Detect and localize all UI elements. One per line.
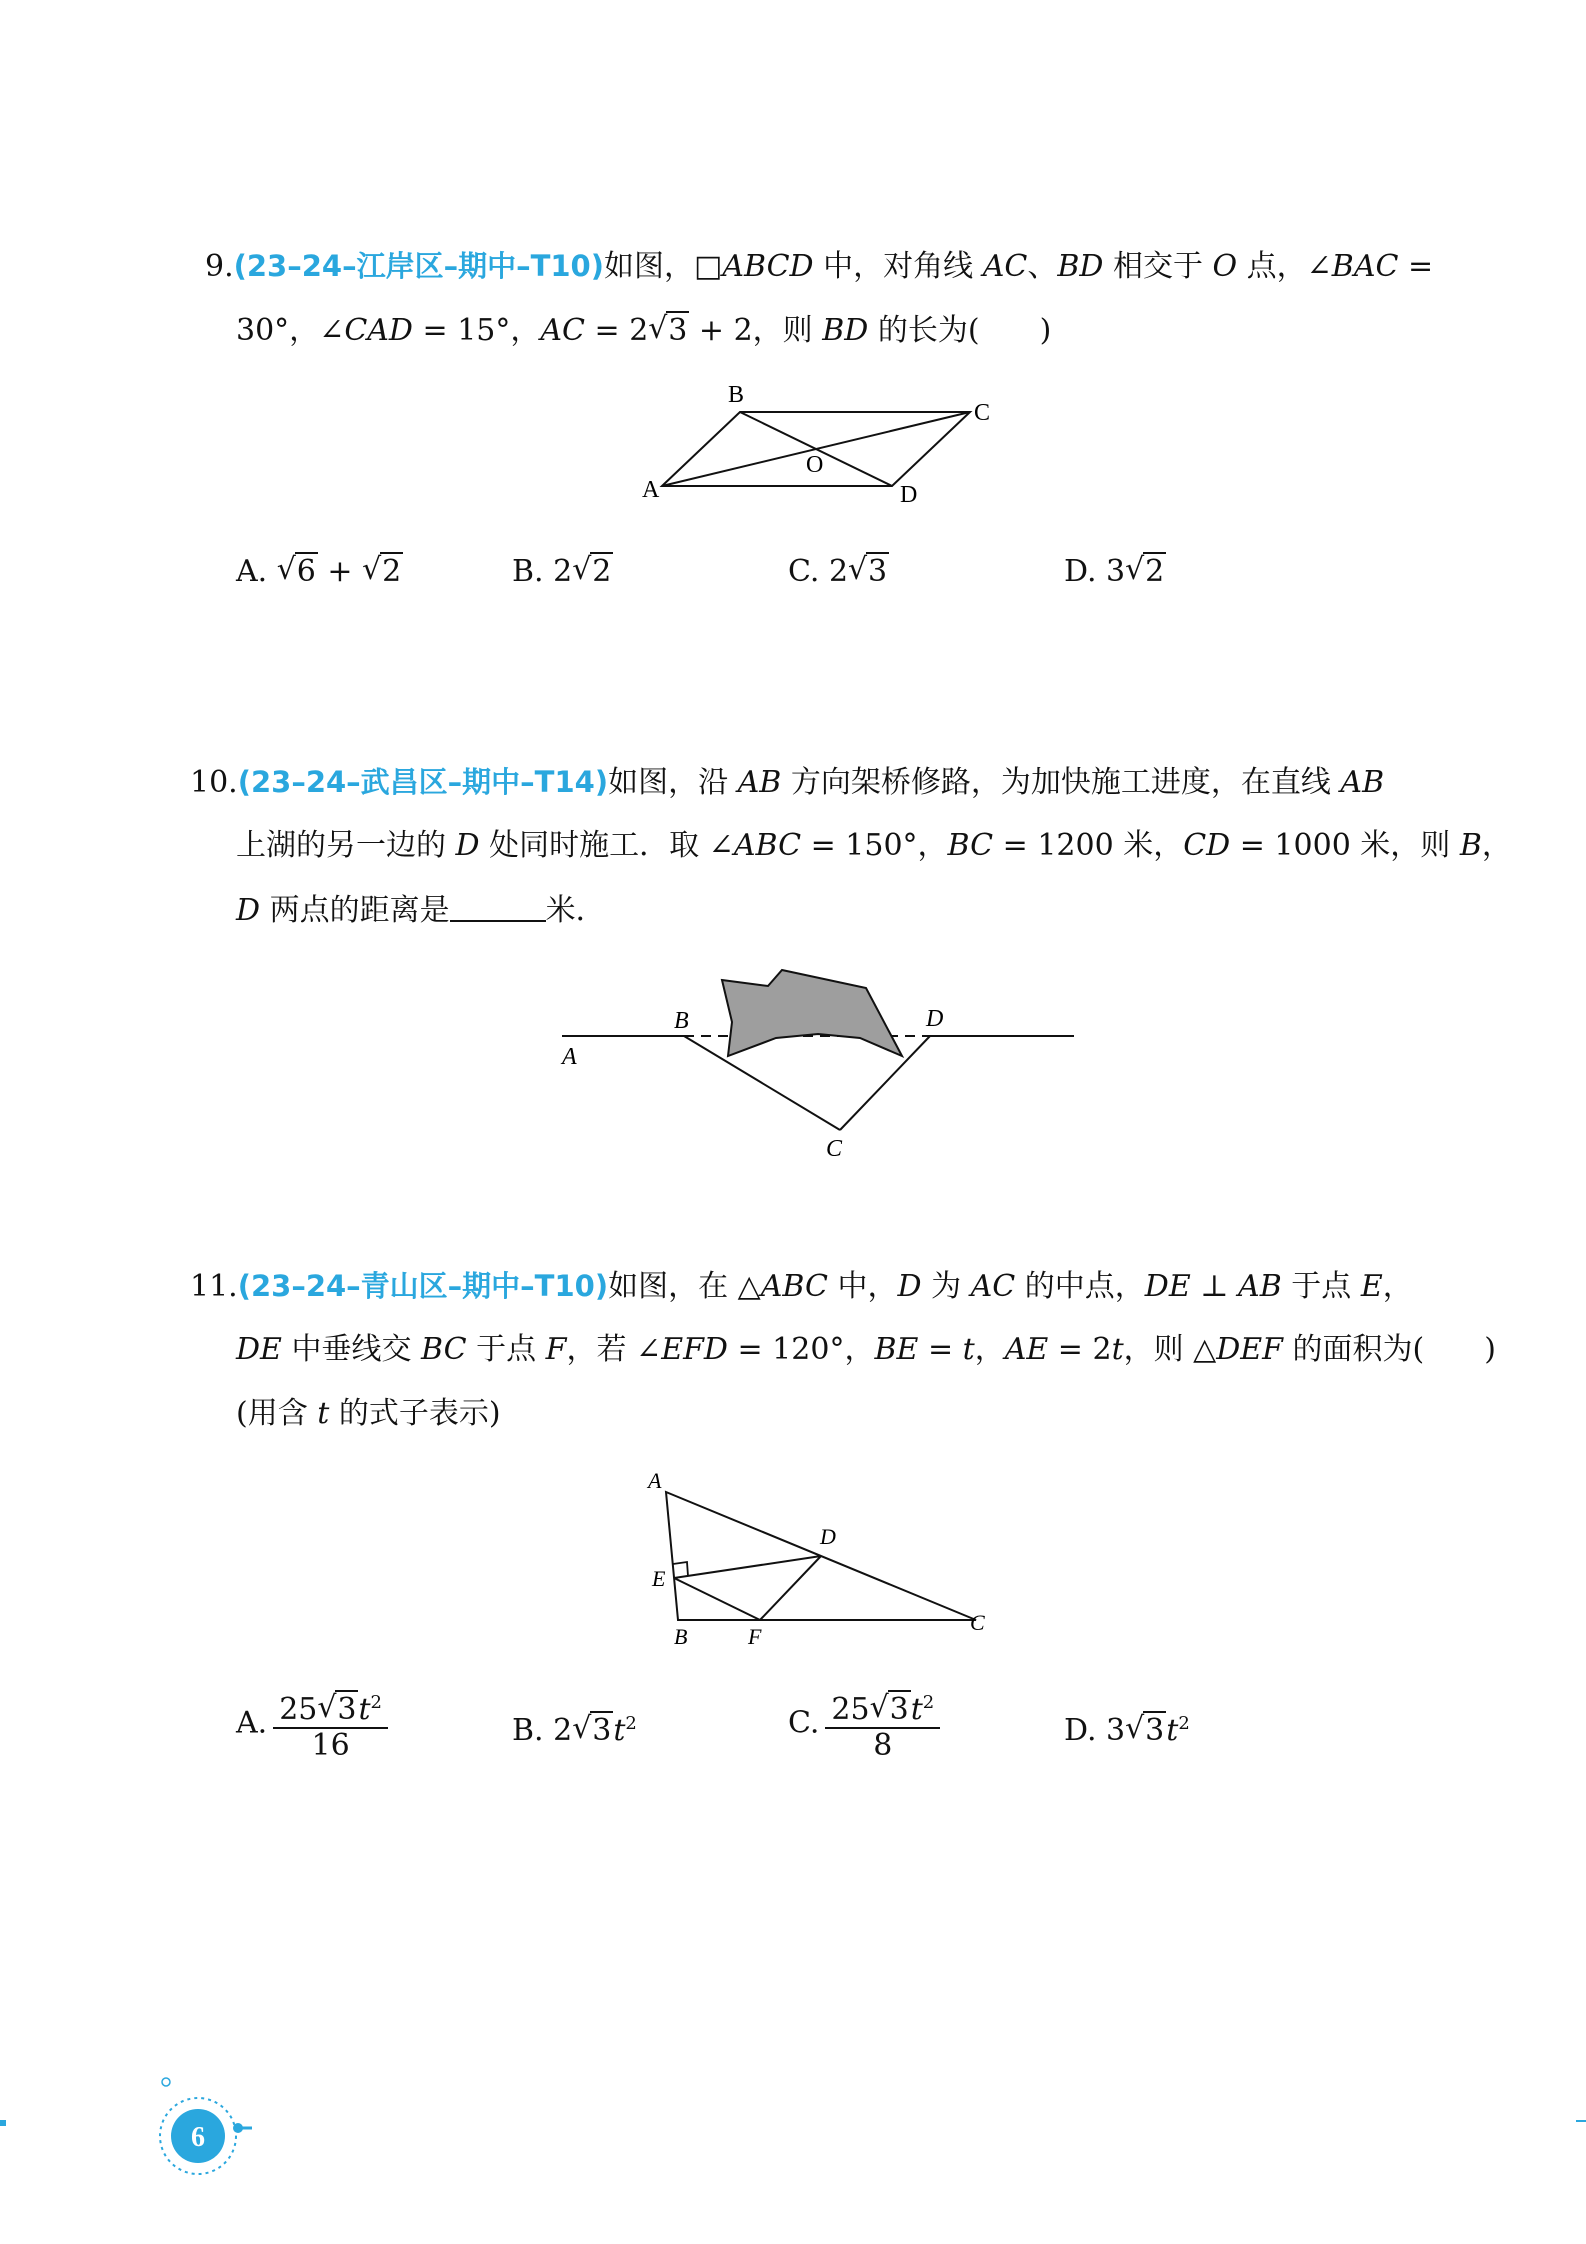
q11-var: AE xyxy=(1004,1332,1049,1367)
q10-label-a: A xyxy=(562,1044,577,1070)
q11-text: 为 xyxy=(921,1269,971,1304)
q10-line-3 xyxy=(236,890,606,931)
q9-option-d-sqrt xyxy=(1125,552,1166,592)
q10-text: = 1200 米， xyxy=(993,828,1184,863)
fraction-numerator xyxy=(273,1686,388,1729)
q11-text: ⊥ xyxy=(1190,1269,1239,1304)
option-label: C. xyxy=(788,1705,820,1741)
q11-text: = 120°， xyxy=(727,1332,875,1367)
q11-label-b: B xyxy=(674,1624,688,1649)
page-number: 6 xyxy=(191,2122,205,2153)
q10-var: AB xyxy=(1340,765,1385,800)
q11-text: ， xyxy=(974,1332,1005,1367)
q11-var: E xyxy=(1360,1269,1383,1304)
q11-text: 中， xyxy=(827,1269,898,1304)
q11-label-c: C xyxy=(970,1610,985,1635)
q9-option-a-sqrt1 xyxy=(277,552,318,592)
answer-blank[interactable] xyxy=(450,890,546,922)
q10-text: 两点的距离是 xyxy=(260,893,450,928)
q9-text: = 15°， xyxy=(412,313,541,348)
q9-option-a-sqrt2 xyxy=(362,552,403,592)
exponent: 2 xyxy=(922,1692,935,1713)
q9-text: 的长为( ) xyxy=(868,313,1052,348)
q9-option-c-sqrt xyxy=(848,552,889,592)
q11-var: BC xyxy=(421,1332,467,1367)
q9-line-1 xyxy=(205,246,1433,287)
q11-label-e: E xyxy=(652,1566,666,1591)
q11-text: ，若 ∠ xyxy=(566,1332,662,1367)
q11-option-b xyxy=(512,1704,637,1751)
q11-var: DEF xyxy=(1216,1332,1284,1367)
q9-var: CAD xyxy=(344,313,413,348)
q9-label-o: O xyxy=(806,452,824,478)
option-label: A. xyxy=(236,554,268,589)
q11-segment-de xyxy=(674,1556,821,1578)
q11-text: 的中点， xyxy=(1015,1269,1145,1304)
q11-var: t xyxy=(317,1396,330,1431)
q10-source-tag: (23–24–武昌区–期中–T14) xyxy=(237,765,609,799)
q10-var: CD xyxy=(1183,828,1231,863)
q10-var: D xyxy=(236,893,261,928)
q11-line-3 xyxy=(236,1394,501,1434)
exponent: 2 xyxy=(370,1692,382,1713)
q11-text: ，则 △ xyxy=(1123,1332,1217,1367)
q9-var: O xyxy=(1212,249,1238,284)
q9-text: 、 xyxy=(1027,249,1058,284)
q10-label-c: C xyxy=(826,1136,843,1160)
exponent: 2 xyxy=(1178,1713,1190,1734)
q9-text: = xyxy=(1398,249,1434,284)
q11-text: 于点 xyxy=(1281,1269,1361,1304)
exponent: 2 xyxy=(625,1713,637,1734)
q9-var: BD xyxy=(822,313,869,348)
q10-var: AB xyxy=(737,765,782,800)
q10-segment-bc xyxy=(684,1036,840,1130)
badge-small-circle xyxy=(162,2078,170,2086)
q10-var: B xyxy=(1459,828,1482,863)
sqrt-value: 3 xyxy=(1145,1713,1165,1748)
q11-text: = 2 xyxy=(1048,1332,1112,1367)
q9-sqrt xyxy=(648,311,689,351)
q10-var: ABC xyxy=(733,828,802,863)
q11-var: D xyxy=(897,1269,922,1304)
q11-option-d-sqrt xyxy=(1125,1711,1166,1751)
var-t: t xyxy=(358,1692,371,1727)
q10-text: 上湖的另一边的 xyxy=(236,828,456,863)
q10-text: 米． xyxy=(545,893,606,928)
q9-text: = 2 xyxy=(585,313,649,348)
q11-text: 的面积为( ) xyxy=(1283,1332,1496,1367)
q9-label-a: A xyxy=(642,477,660,503)
q10-var: D xyxy=(455,828,480,863)
q9-figure xyxy=(620,380,1020,510)
sqrt-value: 3 xyxy=(868,554,888,589)
q11-var: F xyxy=(545,1332,567,1367)
margin-mark-left xyxy=(0,2120,6,2126)
q9-option-d xyxy=(1064,552,1166,592)
q9-label-c: C xyxy=(974,400,991,426)
q9-source-tag: (23–24–江岸区–期中–T10) xyxy=(233,249,604,283)
q11-text: 于点 xyxy=(466,1332,546,1367)
q11-segment-ef xyxy=(674,1578,760,1620)
sqrt-value: 2 xyxy=(382,554,402,589)
q11-option-a xyxy=(236,1686,388,1763)
margin-mark-right xyxy=(1576,2120,1586,2122)
var-t: t xyxy=(1166,1713,1179,1748)
sqrt-value: 3 xyxy=(592,1713,612,1748)
q11-var: ABC xyxy=(760,1269,828,1304)
q10-lake xyxy=(722,970,902,1056)
q10-number: 10. xyxy=(190,765,238,800)
fraction-denominator: 8 xyxy=(873,1728,893,1763)
q9-option-b-sqrt xyxy=(572,552,613,592)
q11-option-b-sqrt xyxy=(572,1711,613,1751)
q9-label-b: B xyxy=(728,382,745,408)
q11-number: 11. xyxy=(190,1269,238,1304)
numerator-coeff: 25 xyxy=(279,1692,318,1727)
q11-source-tag: (23–24–青山区–期中–T10) xyxy=(237,1269,609,1303)
q10-line-2 xyxy=(236,826,1512,866)
var-t: t xyxy=(910,1692,923,1727)
q11-option-c-fraction xyxy=(825,1686,940,1763)
q11-var: BE xyxy=(874,1332,919,1367)
q11-label-d: D xyxy=(820,1524,836,1549)
q11-var: AC xyxy=(970,1269,1016,1304)
q9-text: + 2，则 xyxy=(689,313,823,348)
q11-text: ， xyxy=(1382,1269,1413,1304)
option-label: D. 3 xyxy=(1064,1713,1126,1748)
numerator-coeff: 25 xyxy=(831,1692,870,1727)
q11-option-c xyxy=(788,1686,940,1763)
q10-text: 如图，沿 xyxy=(608,765,738,800)
q11-label-f: F xyxy=(748,1624,762,1649)
option-label: D. 3 xyxy=(1064,554,1126,589)
q11-line-1 xyxy=(190,1266,1413,1307)
q9-text: 中，对角线 xyxy=(813,249,983,284)
q11-label-a: A xyxy=(648,1468,662,1493)
page-number-badge xyxy=(140,2076,270,2196)
sqrt-value: 2 xyxy=(592,554,612,589)
sqrt-value: 3 xyxy=(337,1692,357,1727)
q9-var: AC xyxy=(982,249,1028,284)
option-label: B. 2 xyxy=(512,554,573,589)
q9-sqrt-value: 3 xyxy=(668,313,688,348)
q10-text: = 150°， xyxy=(801,828,948,863)
q10-text: 处同时施工．取 ∠ xyxy=(479,828,734,863)
q9-option-c xyxy=(788,552,889,592)
q9-parallelogram: □ABCD xyxy=(693,249,814,284)
q11-text: 的式子表示) xyxy=(329,1396,501,1431)
q11-var: DE xyxy=(236,1332,282,1367)
numerator-sqrt xyxy=(317,1693,358,1727)
q10-var: BC xyxy=(947,828,994,863)
q11-var: EFD xyxy=(661,1332,728,1367)
q11-var: DE xyxy=(1144,1269,1191,1304)
fraction-numerator xyxy=(825,1686,940,1729)
sqrt-value: 3 xyxy=(889,1692,909,1727)
q9-option-a xyxy=(236,552,403,592)
q9-text: 30°，∠ xyxy=(236,313,345,348)
q10-label-d: D xyxy=(926,1006,944,1032)
q11-var: t xyxy=(1111,1332,1124,1367)
q11-text: 如图，在 △ xyxy=(608,1269,761,1304)
numerator-sqrt xyxy=(870,1693,911,1727)
q9-number: 9. xyxy=(205,249,234,284)
q11-option-d xyxy=(1064,1704,1190,1751)
q10-text: 方向架桥修路，为加快施工进度，在直线 xyxy=(781,765,1341,800)
q10-figure xyxy=(550,960,1090,1160)
q9-var: BD xyxy=(1057,249,1104,284)
q11-text: (用含 xyxy=(236,1396,318,1431)
var-t: t xyxy=(613,1713,626,1748)
q9-text: 点，∠ xyxy=(1237,249,1332,284)
q11-segment-df xyxy=(760,1556,821,1620)
q10-text: = 1000 米，则 xyxy=(1230,828,1460,863)
q9-label-d: D xyxy=(900,482,918,508)
q11-option-a-fraction xyxy=(273,1686,388,1763)
q9-line-2 xyxy=(236,311,1051,351)
option-label: C. 2 xyxy=(788,554,849,589)
q9-text: 相交于 xyxy=(1103,249,1213,284)
q10-segment-cd xyxy=(840,1036,930,1130)
fraction-denominator: 16 xyxy=(311,1728,350,1763)
q9-option-b xyxy=(512,552,613,592)
option-label: B. 2 xyxy=(512,1713,573,1748)
q11-text: 中垂线交 xyxy=(281,1332,422,1367)
q10-label-b: B xyxy=(674,1008,689,1034)
q9-text: 如图， xyxy=(603,249,694,284)
q11-line-2 xyxy=(236,1330,1496,1370)
q11-right-angle-mark xyxy=(673,1562,688,1576)
q11-figure xyxy=(630,1460,1000,1660)
q11-var: t xyxy=(962,1332,975,1367)
plus-sign: + xyxy=(317,554,363,589)
sqrt-value: 2 xyxy=(1145,554,1165,589)
q11-var: AB xyxy=(1238,1269,1282,1304)
sqrt-value: 6 xyxy=(296,554,316,589)
q9-var: BAC xyxy=(1331,249,1399,284)
option-label: A. xyxy=(236,1705,268,1741)
q11-text: = xyxy=(918,1332,963,1367)
q9-var: AC xyxy=(540,313,585,348)
q10-text: ， xyxy=(1481,828,1512,863)
q10-line-1 xyxy=(190,762,1384,803)
